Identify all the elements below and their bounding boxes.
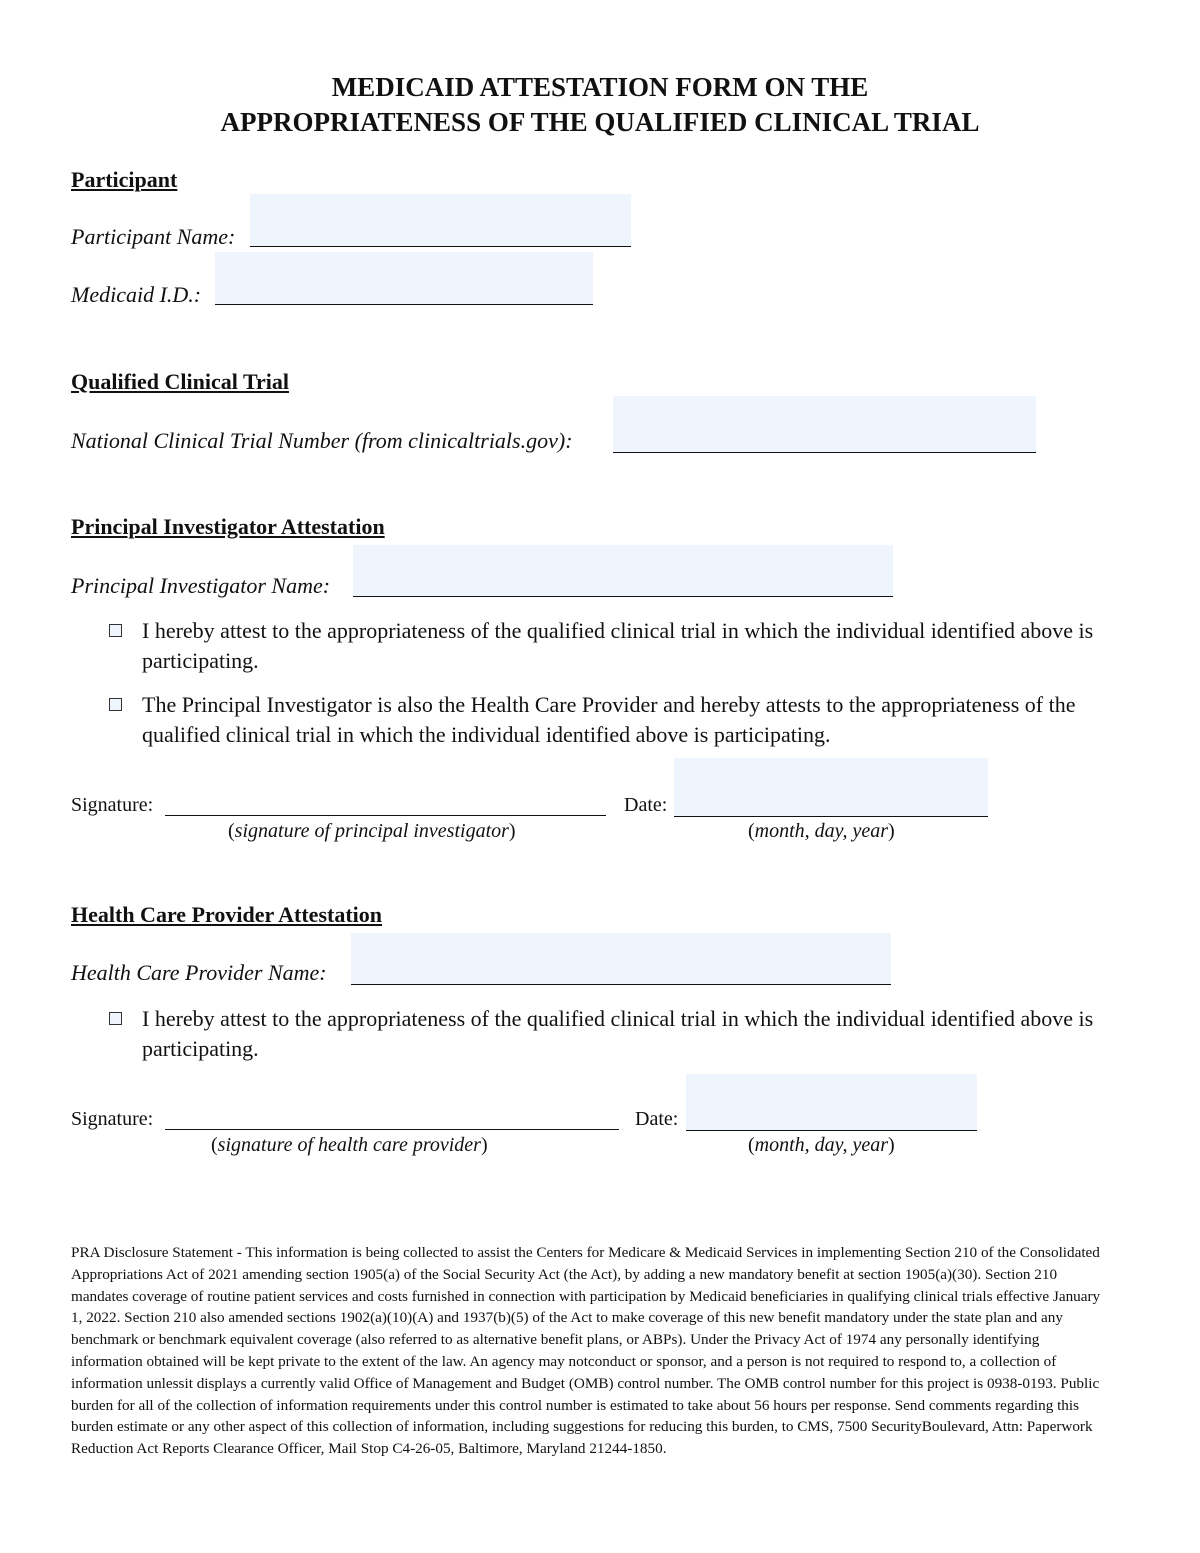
participant-heading: Participant — [71, 167, 178, 192]
hcp-signature-caption-text: signature of health care provider — [217, 1134, 481, 1156]
pi-also-hcp-text: The Principal Investigator is also the Health Care Provider and hereby attests to the appropriateness of the qualified clinical trial in which the individual identified above is participating. — [142, 692, 1076, 747]
hcp-signature-caption: (signature of health care provider) — [211, 1134, 488, 1156]
pi-attest-checkbox[interactable] — [109, 624, 122, 637]
pi-date-field[interactable] — [674, 758, 988, 817]
participant-name-field[interactable] — [250, 194, 631, 247]
nct-number-field[interactable] — [613, 396, 1036, 453]
pi-also-hcp-checkbox[interactable] — [109, 698, 122, 711]
nct-number-label: National Clinical Trial Number (from clinicaltrials.gov): — [71, 428, 573, 453]
pi-date-caption: (month, day, year) — [748, 820, 895, 842]
trial-heading: Qualified Clinical Trial — [71, 369, 289, 394]
hcp-name-label: Health Care Provider Name: — [71, 960, 327, 985]
pi-date-caption-text: month, day, year — [754, 820, 888, 842]
hcp-attest-checkbox[interactable] — [109, 1012, 122, 1025]
hcp-date-label: Date: — [635, 1108, 679, 1130]
pi-name-field[interactable] — [353, 545, 893, 597]
hcp-signature-label: Signature: — [71, 1108, 154, 1130]
hcp-attest-text: I hereby attest to the appropriateness of the qualified clinical trial in which the individual identified above is participating. — [142, 1006, 1094, 1061]
pra-disclosure-statement: PRA Disclosure Statement - This information is being collected to assist the Centers for Medicare & Medicaid Services in implementing Section 210 of the Consolidated Appropriations Act of 2021 amending section 1905(a) of the Social Security Act (the Act), by adding a new mandatory benefit at section 1905(a)(30). Section 210 mandates coverage of routine patient services and costs furnished in connection with participation by Medicaid beneficiaries in qualifying clinical trials effective January 1, 2022. Section 210 also amended sections 1902(a)(10)(A) and 1937(b)(5) of the Act to make coverage of this new benefit mandatory under the state plan and any benchmark or benchmark equivalent coverage (also referred to as alternative benefit plans, or ABPs). Under the Privacy Act of 1974 any personally identifying information obtained will be kept private to the extent of the law. An agency may notconduct or sponsor, and a person is not required to respond to, a collection of information unlessit displays a currently valid Office of Management and Budget (OMB) control number. The OMB control number for this project is 0938-0193. Public burden for all of the collection of information requirements under this control number is estimated to take about 56 hours per response. Send comments regarding this burden estimate or any other aspect of this collection of information, including suggestions for reducing this burden, to CMS, 7500 SecurityBoulevard, Attn: Paperwork Reduction Act Reports Clearance Officer, Mail Stop C4-26-05, Baltimore, Maryland 21244-1850. — [71, 1244, 1101, 1458]
form-title — [0, 70, 1200, 140]
pi-signature-caption: (signature of principal investigator) — [228, 820, 516, 842]
hcp-date-field[interactable] — [686, 1074, 977, 1131]
hcp-signature-line[interactable] — [165, 1129, 619, 1130]
hcp-date-caption: (month, day, year) — [748, 1134, 895, 1156]
form-title-line-2: APPROPRIATENESS OF THE QUALIFIED CLINICAL TRIAL — [220, 107, 980, 137]
form-title-line-1: MEDICAID ATTESTATION FORM ON THE — [331, 72, 869, 102]
pi-signature-caption-text: signature of principal investigator — [234, 820, 509, 842]
participant-name-label: Participant Name: — [71, 224, 236, 249]
pi-attest-text: I hereby attest to the appropriateness of the qualified clinical trial in which the individual identified above is participating. — [142, 618, 1094, 673]
hcp-date-caption-text: month, day, year — [754, 1134, 888, 1156]
pi-heading: Principal Investigator Attestation — [71, 514, 385, 539]
medicaid-id-field[interactable] — [215, 252, 593, 305]
pi-date-label: Date: — [624, 794, 668, 816]
pi-signature-line[interactable] — [165, 815, 606, 816]
medicaid-id-label: Medicaid I.D.: — [71, 282, 202, 307]
hcp-heading: Health Care Provider Attestation — [71, 902, 383, 927]
pi-name-label: Principal Investigator Name: — [71, 573, 331, 598]
hcp-name-field[interactable] — [351, 933, 891, 985]
pi-signature-label: Signature: — [71, 794, 154, 816]
